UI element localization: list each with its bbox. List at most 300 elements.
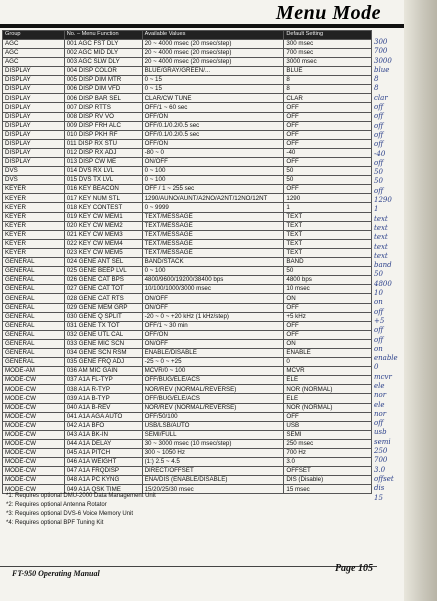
table-row xyxy=(3,385,372,394)
cell-group: MODE-CW xyxy=(3,449,65,458)
cell-group: MODE-CW xyxy=(3,467,65,476)
cell-group: GENERAL xyxy=(3,339,65,348)
cell-values: OFF/50/100 xyxy=(142,412,284,421)
cell-function: 047 A1A FRQDISP xyxy=(64,467,142,476)
handwritten-value: off xyxy=(374,326,384,335)
cell-values: -20 ~ 0 ~ +20 kHz (1 kHz/step) xyxy=(142,312,284,321)
cell-function: 029 GENE MEM GRP xyxy=(64,303,142,312)
cell-function: 010 DISP PKH RF xyxy=(64,130,142,139)
cell-default: OFF xyxy=(284,121,372,130)
table-row xyxy=(3,339,372,348)
footnote: *2: Requires optional Antenna Rotator xyxy=(6,502,107,508)
cell-values: TEXT/MESSAGE xyxy=(142,230,284,239)
cell-default: OFF xyxy=(284,112,372,121)
cell-group: DISPLAY xyxy=(3,94,65,103)
table-row xyxy=(3,158,372,167)
col-header-default: Default Setting xyxy=(284,31,372,40)
cell-group: DVS xyxy=(3,167,65,176)
cell-default: ELE xyxy=(284,376,372,385)
handwritten-value: off xyxy=(374,103,384,112)
cell-values: 0 ~ 100 xyxy=(142,176,284,185)
cell-values: ENABLE/DISABLE xyxy=(142,348,284,357)
table-row xyxy=(3,194,372,203)
cell-group: DISPLAY xyxy=(3,121,65,130)
table-row xyxy=(3,167,372,176)
title-rule xyxy=(0,24,437,28)
handwritten-value: blue xyxy=(374,65,390,74)
cell-default: -40 xyxy=(284,148,372,157)
cell-default: 15 msec xyxy=(284,485,372,494)
handwritten-notes xyxy=(374,38,404,503)
cell-values: 1290/AUNO/AUNT/A2NO/A2NT/12NO/12NT xyxy=(142,194,284,203)
cell-group: DISPLAY xyxy=(3,158,65,167)
table-row xyxy=(3,403,372,412)
page-title: Menu Mode xyxy=(275,2,381,24)
cell-values: OFF/ON xyxy=(142,112,284,121)
cell-default: TEXT xyxy=(284,230,372,239)
cell-function: 018 KEY CONTEST xyxy=(64,203,142,212)
table-row xyxy=(3,476,372,485)
cell-values: -80 ~ 0 xyxy=(142,148,284,157)
cell-function: 005 DISP DIM MTR xyxy=(64,76,142,85)
handwritten-value: +5 xyxy=(374,316,385,325)
cell-group: DISPLAY xyxy=(3,85,65,94)
cell-group: MODE-CW xyxy=(3,412,65,421)
cell-group: AGC xyxy=(3,57,65,66)
cell-values: OFF/ON xyxy=(142,139,284,148)
cell-function: 012 DISP RX ADJ xyxy=(64,148,142,157)
cell-values: ON/OFF xyxy=(142,294,284,303)
table-row xyxy=(3,285,372,294)
handwritten-value: clar xyxy=(374,93,388,102)
cell-function: 025 GENE BEEP LVL xyxy=(64,267,142,276)
table-row xyxy=(3,430,372,439)
cell-default: TEXT xyxy=(284,212,372,221)
cell-group: MODE-CW xyxy=(3,421,65,430)
cell-group: MODE-CW xyxy=(3,476,65,485)
cell-group: MODE-AM xyxy=(3,367,65,376)
cell-values: TEXT/MESSAGE xyxy=(142,248,284,257)
cell-group: KEYER xyxy=(3,239,65,248)
cell-group: KEYER xyxy=(3,221,65,230)
cell-values: NOR/REV (NORMAL/REVERSE) xyxy=(142,403,284,412)
table-row xyxy=(3,48,372,57)
cell-function: 016 KEY BEACON xyxy=(64,185,142,194)
cell-values: OFF/1 ~ 30 min xyxy=(142,321,284,330)
handwritten-value: 1 xyxy=(374,205,379,214)
table-row xyxy=(3,276,372,285)
cell-default: 3.0 xyxy=(284,458,372,467)
table-row xyxy=(3,358,372,367)
table-row xyxy=(3,212,372,221)
footnote: *4: Requires optional BPF Tuning Kit xyxy=(6,520,104,526)
cell-default: OFF xyxy=(284,330,372,339)
cell-function: 032 GENE UTL CAL xyxy=(64,330,142,339)
handwritten-value: off xyxy=(374,140,384,149)
cell-function: 028 GENE CAT RTS xyxy=(64,294,142,303)
cell-default: 50 xyxy=(284,176,372,185)
handwritten-value: 4800 xyxy=(374,279,392,288)
cell-default: +5 kHz xyxy=(284,312,372,321)
handwritten-value: text xyxy=(374,251,388,260)
cell-default: ON xyxy=(284,294,372,303)
cell-group: KEYER xyxy=(3,194,65,203)
cell-values: 10/100/1000/3000 msec xyxy=(142,285,284,294)
cell-values: (1:) 2.5 ~ 4.5 xyxy=(142,458,284,467)
cell-values: ENA/DIS (ENABLE/DISABLE) xyxy=(142,476,284,485)
cell-function: 043 A1A BK-IN xyxy=(64,430,142,439)
table-row xyxy=(3,221,372,230)
table-row xyxy=(3,294,372,303)
table-row xyxy=(3,412,372,421)
table-row xyxy=(3,148,372,157)
table-row xyxy=(3,367,372,376)
cell-group: MODE-CW xyxy=(3,458,65,467)
cell-values: TEXT/MESSAGE xyxy=(142,239,284,248)
handwritten-value: 50 xyxy=(374,168,383,177)
handwritten-value: 250 xyxy=(374,447,388,456)
table-row xyxy=(3,312,372,321)
col-header-group: Group xyxy=(3,31,65,40)
manual-name: FT-950 Operating Manual xyxy=(12,569,100,578)
cell-default: OFF xyxy=(284,303,372,312)
cell-values: BLUE/GRAY/GREEN/... xyxy=(142,67,284,76)
handwritten-value: mcvr xyxy=(374,372,392,381)
cell-default: SEMI xyxy=(284,430,372,439)
handwritten-value: 8 xyxy=(374,84,379,93)
cell-values: 0 ~ 100 xyxy=(142,267,284,276)
cell-function: 039 A1A B-TYP xyxy=(64,394,142,403)
cell-default: ON xyxy=(284,339,372,348)
cell-values: 0 ~ 15 xyxy=(142,76,284,85)
cell-group: MODE-CW xyxy=(3,485,65,494)
handwritten-value: on xyxy=(374,344,383,353)
table-row xyxy=(3,421,372,430)
footer-rule xyxy=(0,566,377,567)
handwritten-value: 50 xyxy=(374,270,383,279)
table-row xyxy=(3,130,372,139)
cell-default: NOR (NORMAL) xyxy=(284,385,372,394)
cell-function: 031 GENE TX TOT xyxy=(64,321,142,330)
table-row xyxy=(3,239,372,248)
cell-group: MODE-CW xyxy=(3,385,65,394)
cell-default: OFF xyxy=(284,412,372,421)
cell-default: TEXT xyxy=(284,239,372,248)
cell-function: 006 DISP BAR SEL xyxy=(64,94,142,103)
handwritten-value: off xyxy=(374,158,384,167)
handwritten-value: ele xyxy=(374,400,385,409)
cell-function: 011 DISP RX STU xyxy=(64,139,142,148)
cell-function: 014 DVS RX LVL xyxy=(64,167,142,176)
cell-function: 002 AGC MID DLY xyxy=(64,48,142,57)
handwritten-value: 0 xyxy=(374,363,379,372)
cell-function: 008 DISP RV VO xyxy=(64,112,142,121)
cell-default: 1290 xyxy=(284,194,372,203)
cell-values: OFF/0.1/0.2/0.5 sec xyxy=(142,121,284,130)
handwritten-value: 700 xyxy=(374,47,388,56)
cell-values: ON/OFF xyxy=(142,158,284,167)
cell-group: GENERAL xyxy=(3,312,65,321)
cell-default: CLAR xyxy=(284,94,372,103)
handwritten-value: -40 xyxy=(374,149,386,158)
cell-group: GENERAL xyxy=(3,258,65,267)
handwritten-value: offset xyxy=(374,474,394,483)
cell-default: 250 msec xyxy=(284,439,372,448)
cell-function: 037 A1A FL-TYP xyxy=(64,376,142,385)
table-row xyxy=(3,449,372,458)
cell-default: 8 xyxy=(284,85,372,94)
cell-function: 044 A1A DELAY xyxy=(64,439,142,448)
cell-default: OFF xyxy=(284,139,372,148)
cell-values: TEXT/MESSAGE xyxy=(142,212,284,221)
cell-group: GENERAL xyxy=(3,303,65,312)
cell-default: ELE xyxy=(284,394,372,403)
cell-values: OFF/1 ~ 60 sec xyxy=(142,103,284,112)
table-row xyxy=(3,394,372,403)
cell-group: DISPLAY xyxy=(3,76,65,85)
handwritten-value: 15 xyxy=(374,493,383,502)
cell-group: GENERAL xyxy=(3,285,65,294)
handwritten-value: 300 xyxy=(374,38,388,46)
cell-group: MODE-CW xyxy=(3,430,65,439)
cell-values: OFF/BUG/ELE/ACS xyxy=(142,376,284,385)
cell-default: DIS (Disable) xyxy=(284,476,372,485)
cell-function: 009 DISP FRH ALC xyxy=(64,121,142,130)
cell-default: 3000 msec xyxy=(284,57,372,66)
cell-function: 038 A1A R-TYP xyxy=(64,385,142,394)
cell-function: 048 A1A PC KYNG xyxy=(64,476,142,485)
table-row xyxy=(3,185,372,194)
table-row xyxy=(3,467,372,476)
cell-default: 50 xyxy=(284,267,372,276)
cell-values: OFF / 1 ~ 255 sec xyxy=(142,185,284,194)
cell-function: 023 KEY CW MEM5 xyxy=(64,248,142,257)
table-row xyxy=(3,203,372,212)
handwritten-value: off xyxy=(374,307,384,316)
handwritten-value: band xyxy=(374,261,392,270)
cell-function: 046 A1A WEIGHT xyxy=(64,458,142,467)
cell-group: KEYER xyxy=(3,185,65,194)
cell-group: DISPLAY xyxy=(3,67,65,76)
cell-function: 045 A1A PITCH xyxy=(64,449,142,458)
handwritten-value: on xyxy=(374,298,383,307)
cell-default: 700 Hz xyxy=(284,449,372,458)
cell-group: GENERAL xyxy=(3,348,65,357)
col-header-function: No. – Menu Function xyxy=(64,31,142,40)
table-row xyxy=(3,139,372,148)
cell-values: CLAR/CW TUNE xyxy=(142,94,284,103)
handwritten-value: dis xyxy=(374,484,385,493)
cell-group: KEYER xyxy=(3,212,65,221)
table-row xyxy=(3,94,372,103)
cell-function: 013 DISP CW ME xyxy=(64,158,142,167)
cell-values: -25 ~ 0 ~ +25 xyxy=(142,358,284,367)
table-row xyxy=(3,67,372,76)
cell-default: OFFSET xyxy=(284,467,372,476)
handwritten-value: off xyxy=(374,419,384,428)
cell-function: 034 GENE SCN RSM xyxy=(64,348,142,357)
cell-default: OFF xyxy=(284,130,372,139)
cell-values: OFF/0.1/0.2/0.5 sec xyxy=(142,130,284,139)
cell-function: 036 AM MIC GAIN xyxy=(64,367,142,376)
handwritten-value: 700 xyxy=(374,456,388,465)
table-row xyxy=(3,103,372,112)
cell-values: OFF/ON xyxy=(142,330,284,339)
handwritten-value: text xyxy=(374,214,388,223)
handwritten-value: nor xyxy=(374,391,387,400)
handwritten-value: nor xyxy=(374,409,387,418)
table-row xyxy=(3,85,372,94)
table-row xyxy=(3,258,372,267)
table-row xyxy=(3,376,372,385)
table-row xyxy=(3,348,372,357)
cell-group: DISPLAY xyxy=(3,112,65,121)
table-row xyxy=(3,248,372,257)
cell-values: ON/OFF xyxy=(142,339,284,348)
cell-default: MCVR xyxy=(284,367,372,376)
cell-default: 50 xyxy=(284,167,372,176)
cell-default: TEXT xyxy=(284,221,372,230)
cell-values: 30 ~ 3000 msec (10 msec/step) xyxy=(142,439,284,448)
cell-default: OFF xyxy=(284,103,372,112)
table-row xyxy=(3,176,372,185)
cell-function: 035 GENE FRQ ADJ xyxy=(64,358,142,367)
cell-values: DIRECT/OFFSET xyxy=(142,467,284,476)
handwritten-value: 10 xyxy=(374,289,383,298)
handwritten-value: off xyxy=(374,112,384,121)
cell-default: NOR (NORMAL) xyxy=(284,403,372,412)
handwritten-value: off xyxy=(374,335,384,344)
table-row xyxy=(3,267,372,276)
cell-group: MODE-CW xyxy=(3,403,65,412)
cell-group: AGC xyxy=(3,48,65,57)
cell-values: 20 ~ 4000 msec (20 msec/step) xyxy=(142,57,284,66)
handwritten-value: off xyxy=(374,121,384,130)
menu-table xyxy=(2,30,372,494)
cell-default: 1 xyxy=(284,203,372,212)
cell-values: NOR/REV (NORMAL/REVERSE) xyxy=(142,385,284,394)
cell-default: OFF xyxy=(284,158,372,167)
cell-values: OFF/BUG/ELE/ACS xyxy=(142,394,284,403)
cell-default: USB xyxy=(284,421,372,430)
table-row xyxy=(3,439,372,448)
table-body xyxy=(3,39,372,494)
cell-group: GENERAL xyxy=(3,358,65,367)
cell-function: 006 DISP DIM VFD xyxy=(64,85,142,94)
handwritten-value: 3.0 xyxy=(374,465,386,474)
handwritten-value: text xyxy=(374,223,388,232)
table-row xyxy=(3,39,372,48)
cell-default: BLUE xyxy=(284,67,372,76)
cell-default: ENABLE xyxy=(284,348,372,357)
cell-default: 10 msec xyxy=(284,285,372,294)
cell-default: OFF xyxy=(284,185,372,194)
cell-default: OFF xyxy=(284,321,372,330)
cell-function: 026 GENE CAT BPS xyxy=(64,276,142,285)
table-header-row xyxy=(3,31,372,40)
cell-group: KEYER xyxy=(3,230,65,239)
handwritten-value: text xyxy=(374,233,388,242)
handwritten-value: ele xyxy=(374,381,385,390)
table-row xyxy=(3,321,372,330)
cell-function: 004 DISP COLOR xyxy=(64,67,142,76)
col-header-values: Available Values xyxy=(142,31,284,40)
cell-values: 20 ~ 4000 msec (20 msec/step) xyxy=(142,48,284,57)
footnotes xyxy=(6,492,156,528)
cell-default: 0 xyxy=(284,358,372,367)
footnote: *1: Requires optional DMU-2000 Data Management Unit xyxy=(6,493,156,499)
cell-values: USB/LSB/AUTO xyxy=(142,421,284,430)
cell-group: DISPLAY xyxy=(3,130,65,139)
cell-values: MCVR/0 ~ 100 xyxy=(142,367,284,376)
cell-group: DISPLAY xyxy=(3,139,65,148)
cell-values: 300 ~ 1050 Hz xyxy=(142,449,284,458)
cell-group: GENERAL xyxy=(3,267,65,276)
handwritten-value: off xyxy=(374,130,384,139)
cell-default: TEXT xyxy=(284,248,372,257)
cell-function: 019 KEY CW MEM1 xyxy=(64,212,142,221)
cell-values: 15/20/25/30 msec xyxy=(142,485,284,494)
cell-function: 007 DISP RTTS xyxy=(64,103,142,112)
cell-values: 0 ~ 100 xyxy=(142,167,284,176)
table-row xyxy=(3,57,372,66)
handwritten-value: 8 xyxy=(374,75,379,84)
cell-group: GENERAL xyxy=(3,294,65,303)
cell-function: 021 KEY CW MEM3 xyxy=(64,230,142,239)
cell-function: 020 KEY CW MEM2 xyxy=(64,221,142,230)
table-row xyxy=(3,112,372,121)
cell-group: DISPLAY xyxy=(3,103,65,112)
cell-default: 8 xyxy=(284,76,372,85)
footnote: *3: Requires optional DVS-6 Voice Memory Unit xyxy=(6,511,134,517)
table-row xyxy=(3,303,372,312)
cell-function: 042 A1A BFO xyxy=(64,421,142,430)
page-edge-shadow xyxy=(404,0,437,601)
handwritten-value: text xyxy=(374,242,388,251)
cell-function: 040 A1A B-REV xyxy=(64,403,142,412)
cell-function: 024 GENE ANT SEL xyxy=(64,258,142,267)
cell-group: GENERAL xyxy=(3,321,65,330)
cell-values: ON/OFF xyxy=(142,303,284,312)
cell-values: BAND/STACK xyxy=(142,258,284,267)
cell-function: 017 KEY NUM STL xyxy=(64,194,142,203)
cell-default: 4800 bps xyxy=(284,276,372,285)
table-row xyxy=(3,76,372,85)
cell-group: KEYER xyxy=(3,203,65,212)
cell-values: 4800/9600/19200/38400 bps xyxy=(142,276,284,285)
cell-function: 041 A1A AGA AUTO xyxy=(64,412,142,421)
handwritten-value: 3000 xyxy=(374,56,392,65)
cell-function: 003 AGC SLW DLY xyxy=(64,57,142,66)
cell-group: GENERAL xyxy=(3,276,65,285)
table-row xyxy=(3,121,372,130)
cell-group: DVS xyxy=(3,176,65,185)
cell-group: KEYER xyxy=(3,248,65,257)
cell-default: 300 msec xyxy=(284,39,372,48)
handwritten-value: 1290 xyxy=(374,196,392,205)
table-row xyxy=(3,230,372,239)
handwritten-value: enable xyxy=(374,354,398,363)
cell-values: 20 ~ 4000 msec (20 msec/step) xyxy=(142,39,284,48)
cell-values: SEMI/FULL xyxy=(142,430,284,439)
cell-group: DISPLAY xyxy=(3,148,65,157)
cell-function: 030 GENE Q SPLIT xyxy=(64,312,142,321)
page-number: Page 105 xyxy=(334,563,373,574)
cell-values: 0 ~ 15 xyxy=(142,85,284,94)
handwritten-value: off xyxy=(374,186,384,195)
cell-group: MODE-CW xyxy=(3,394,65,403)
cell-default: BAND xyxy=(284,258,372,267)
